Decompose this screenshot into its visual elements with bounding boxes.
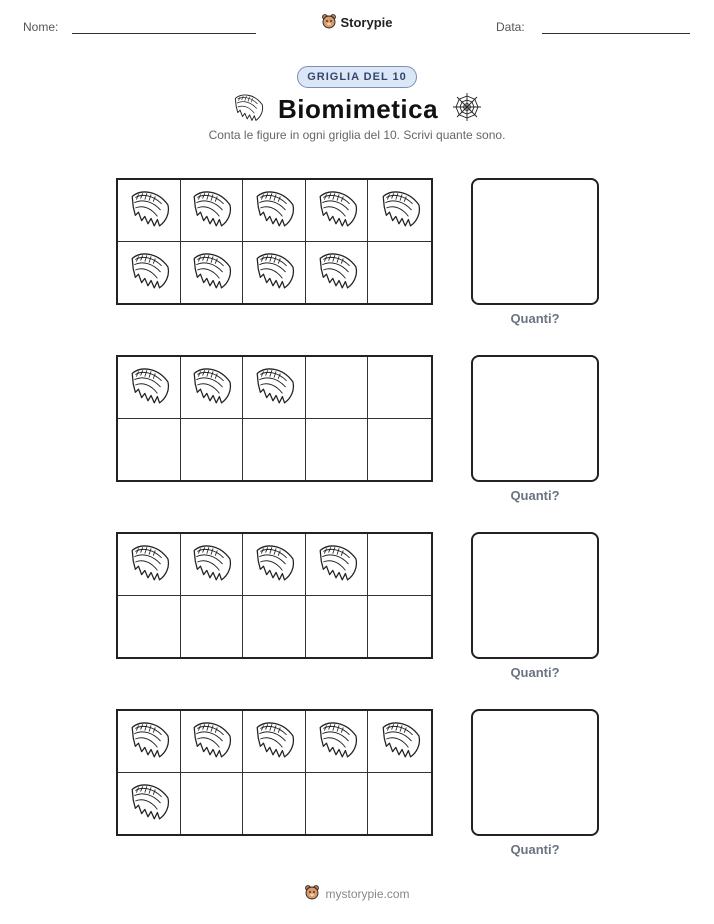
grid-cell [306, 534, 369, 596]
grid-cell [306, 773, 369, 835]
grid-cell [368, 419, 431, 481]
wing-icon [128, 365, 170, 410]
grid-cell [243, 773, 306, 835]
wing-icon [190, 542, 232, 587]
answer-label-2: Quanti? [510, 488, 560, 503]
grid-cell [118, 534, 181, 596]
wing-icon [316, 250, 358, 295]
footer [0, 884, 714, 903]
wing-icon [253, 719, 295, 764]
grid-cell [368, 534, 431, 596]
grid-cell [181, 357, 244, 419]
wing-icon [190, 719, 232, 764]
answer-box-3[interactable] [471, 532, 599, 659]
wing-icon [316, 719, 358, 764]
grid-cell [306, 242, 369, 304]
answer-label-1: Quanti? [510, 311, 560, 326]
grid-cell [243, 180, 306, 242]
wing-icon [128, 719, 170, 764]
grid-cell [181, 596, 244, 658]
grid-cell [181, 534, 244, 596]
grid-cell [118, 357, 181, 419]
wing-icon [253, 365, 295, 410]
brand-name: Storypie [340, 15, 393, 30]
wing-icon [128, 250, 170, 295]
grid-cell [118, 242, 181, 304]
brand-logo [0, 13, 714, 34]
grid-cell [368, 180, 431, 242]
wing-icon [253, 188, 295, 233]
page-title: Biomimetica [277, 93, 439, 124]
ten-frame-grid-1 [116, 178, 433, 305]
grid-cell [368, 357, 431, 419]
instructions: Conta le figure in ogni griglia del 10. Scrivi quante sono. [208, 128, 506, 142]
answer-box-1[interactable] [471, 178, 599, 305]
wing-icon [128, 781, 170, 826]
storypie-mascot-icon [304, 884, 320, 903]
grid-cell [306, 596, 369, 658]
grid-cell [368, 773, 431, 835]
wing-icon [128, 542, 170, 587]
grid-cell [181, 711, 244, 773]
worksheet-type-badge: GRIGLIA DEL 10 [297, 66, 417, 88]
storypie-mascot-icon [321, 13, 337, 32]
grid-cell [306, 357, 369, 419]
date-write-line[interactable] [542, 33, 690, 34]
grid-cell [243, 534, 306, 596]
grid-cell [118, 419, 181, 481]
grid-cell [243, 596, 306, 658]
answer-box-4[interactable] [471, 709, 599, 836]
grid-cell [368, 242, 431, 304]
wing-icon [190, 250, 232, 295]
grid-cell [181, 180, 244, 242]
date-label: Data: [496, 20, 525, 34]
grid-cell [243, 419, 306, 481]
grid-cell [243, 357, 306, 419]
wing-icon [379, 188, 421, 233]
answer-label-3: Quanti? [510, 665, 560, 680]
answer-label-4: Quanti? [510, 842, 560, 857]
name-label: Nome: [23, 20, 59, 34]
grid-cell [368, 596, 431, 658]
wing-icon [253, 250, 295, 295]
spiderweb-icon [452, 92, 482, 127]
grid-cell [181, 242, 244, 304]
wing-icon [190, 188, 232, 233]
wing-icon [316, 542, 358, 587]
grid-cell [306, 419, 369, 481]
wing-icon [232, 92, 264, 127]
ten-frame-grid-2 [116, 355, 433, 482]
grid-cell [306, 711, 369, 773]
grid-cell [243, 242, 306, 304]
wing-icon [316, 188, 358, 233]
grid-cell [118, 773, 181, 835]
grid-cell [368, 711, 431, 773]
answer-box-2[interactable] [471, 355, 599, 482]
ten-frame-grid-3 [116, 532, 433, 659]
grid-cell [243, 711, 306, 773]
wing-icon [379, 719, 421, 764]
grid-cell [118, 180, 181, 242]
grid-cell [181, 773, 244, 835]
wing-icon [253, 542, 295, 587]
grid-cell [306, 180, 369, 242]
wing-icon [190, 365, 232, 410]
grid-cell [118, 596, 181, 658]
grid-cell [181, 419, 244, 481]
footer-url: mystorypie.com [325, 886, 410, 901]
ten-frame-grid-4 [116, 709, 433, 836]
wing-icon [128, 188, 170, 233]
grid-cell [118, 711, 181, 773]
